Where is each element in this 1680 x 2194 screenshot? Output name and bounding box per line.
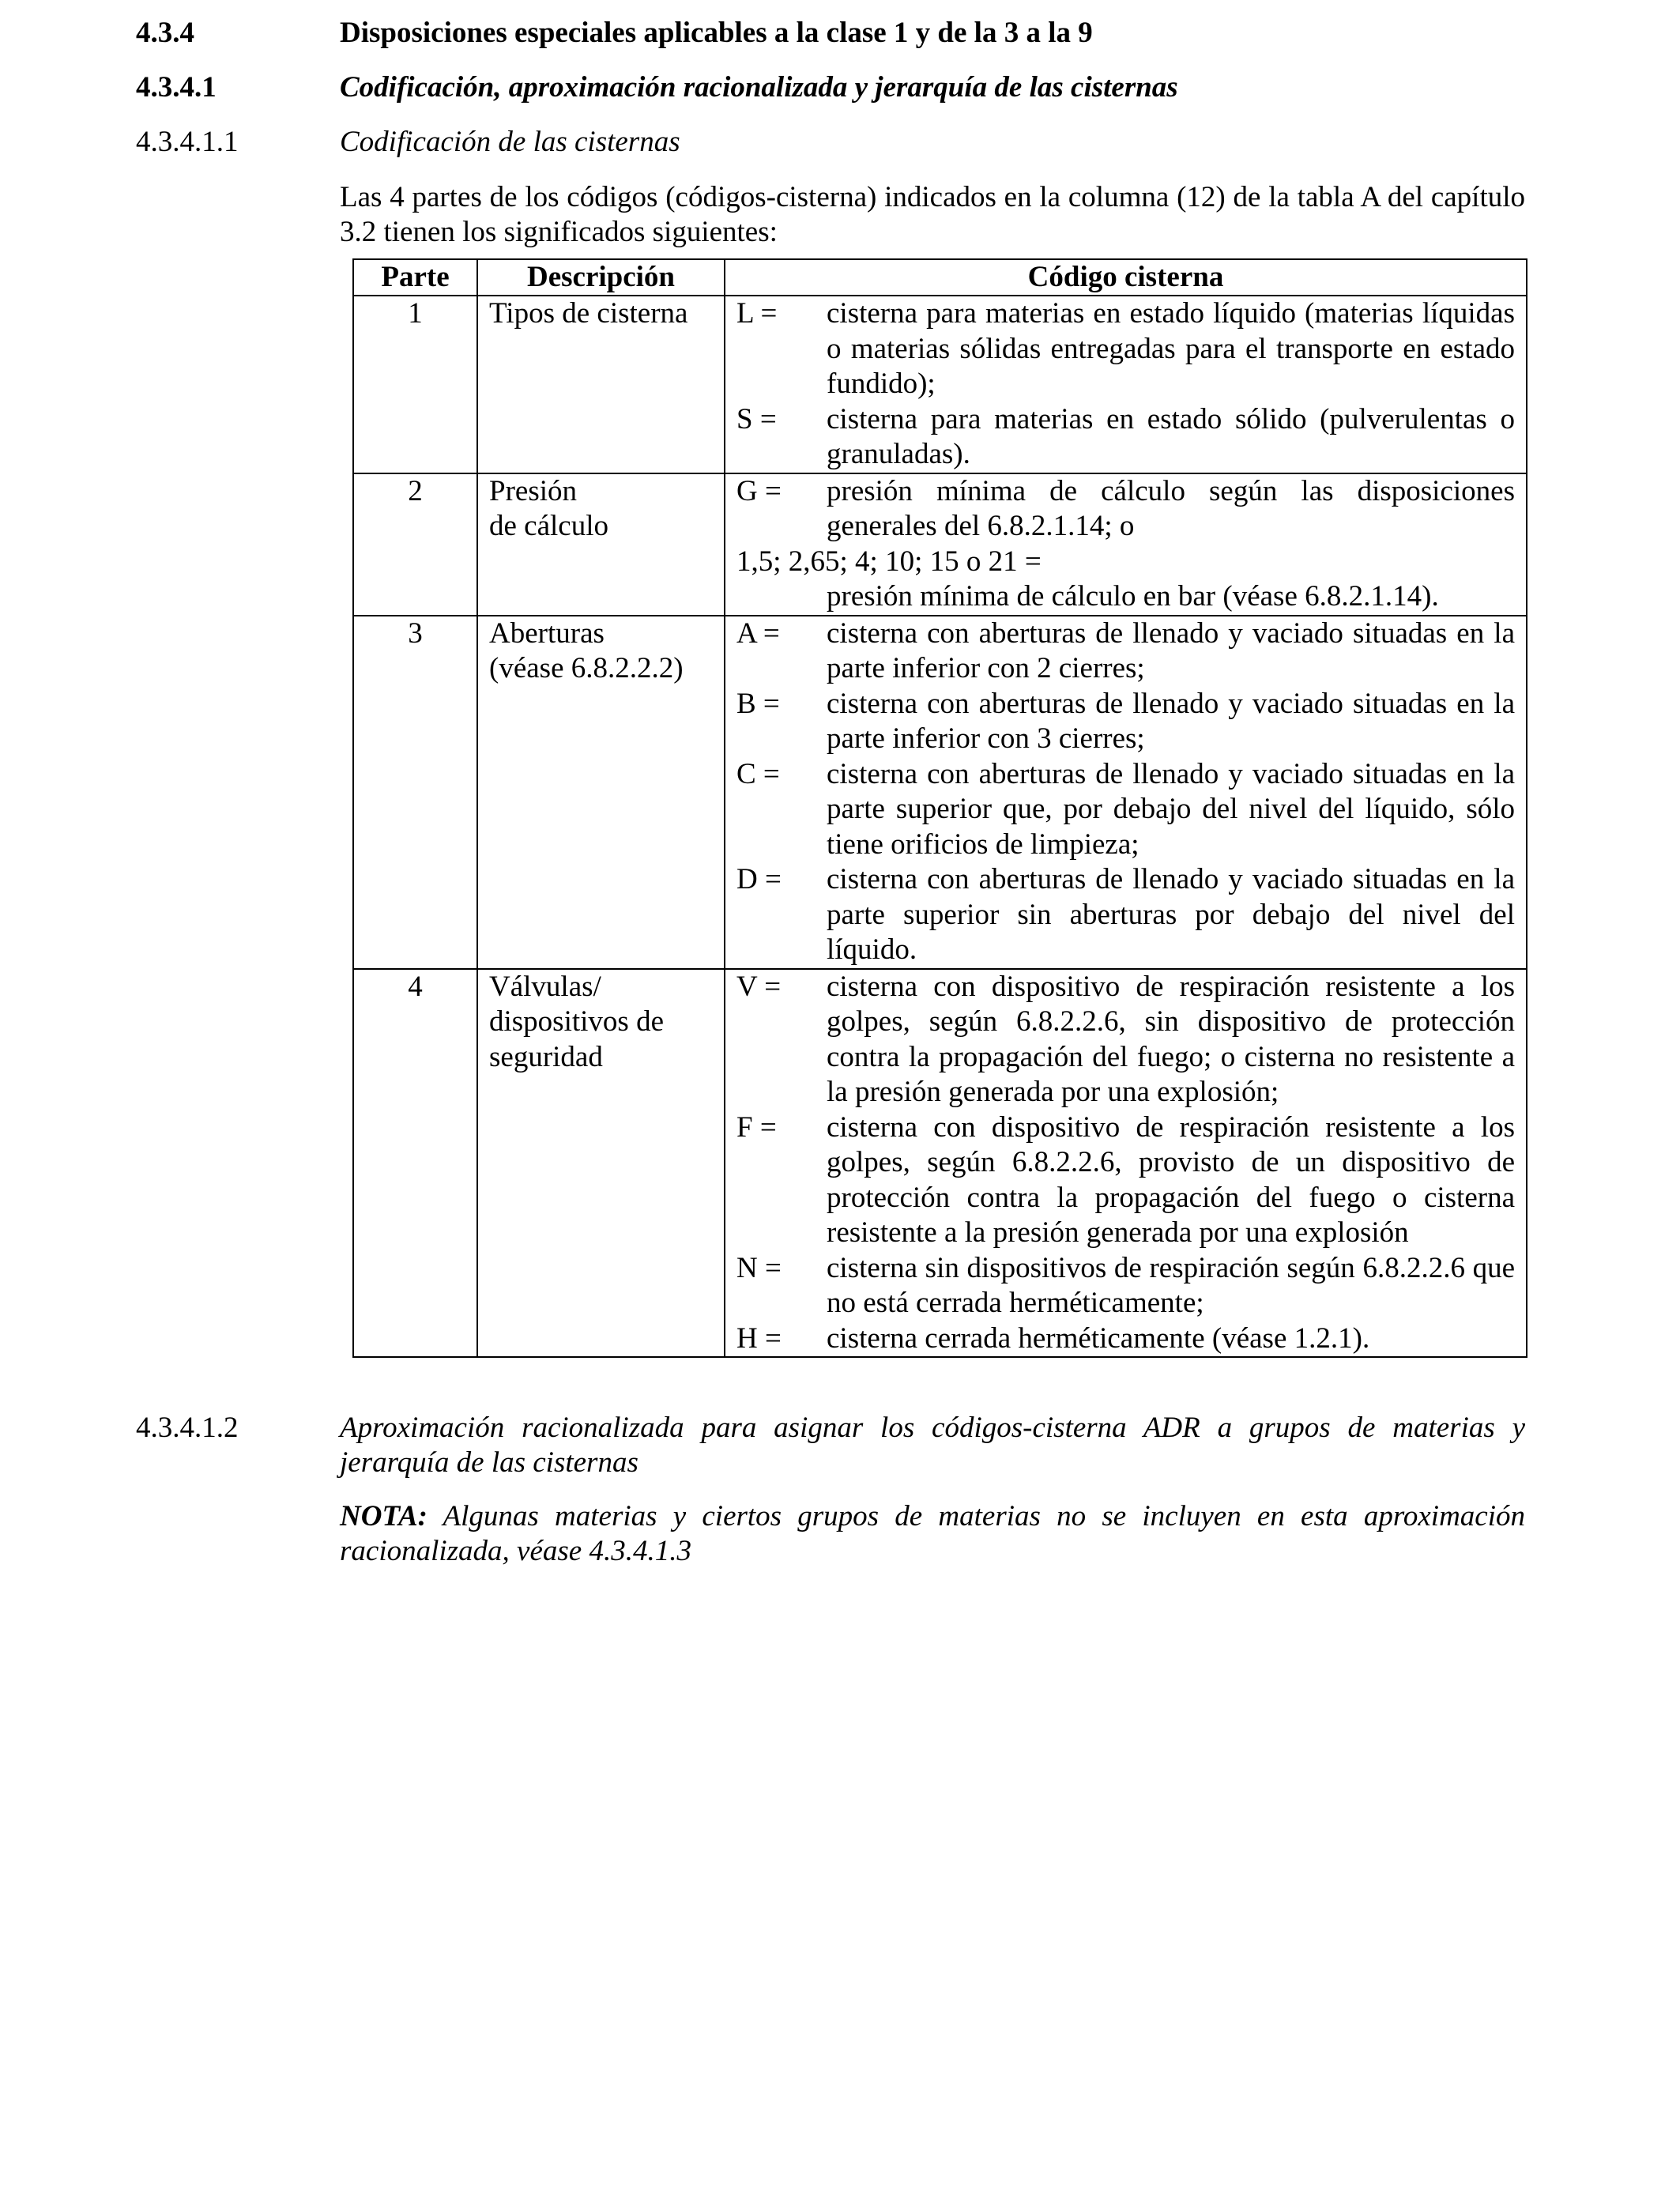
- table-row: [353, 969, 1527, 1358]
- heading-title: Aproximación racionalizada para asignar los códigos-cisterna ADR a grupos de materias y jerarquía de las cisternas: [340, 1412, 1525, 1479]
- description-line: dispositivos de: [489, 1005, 664, 1038]
- heading-title: Codificación, aproximación racionalizada y jerarquía de las cisternas: [340, 71, 1178, 104]
- code-text: cisterna para materias en estado líquido (materias líquidas o materias sólidas entregadas para el transporte en estado fundido);: [827, 297, 1515, 400]
- note-label: NOTA:: [340, 1500, 428, 1532]
- code-text: cisterna con dispositivo de respiración resistente a los golpes, según 6.8.2.2.6, sin dispositivo de protección contra la propagación del fuego; o cisterna no resistente a la presión generada por una explosión;: [827, 970, 1515, 1108]
- tank-code-table: [352, 258, 1527, 1358]
- table-row: [353, 473, 1527, 616]
- code-cell: [725, 616, 1527, 969]
- code-key: C =: [736, 757, 780, 790]
- code-entry: [736, 687, 1515, 757]
- description-line: seguridad: [489, 1040, 603, 1073]
- part-cell: 2: [353, 473, 477, 616]
- code-key: B =: [736, 687, 780, 720]
- part-cell: 3: [353, 616, 477, 969]
- description-line: Válvulas/: [489, 970, 601, 1003]
- code-key: N =: [736, 1251, 782, 1284]
- code-text: cisterna con aberturas de llenado y vaciado situadas en la parte inferior con 3 cierres;: [827, 687, 1515, 755]
- code-text: cisterna con dispositivo de respiración resistente a los golpes, según 6.8.2.2.6, provisto de un dispositivo de protección contra la propagación del fuego o cisterna resistente a la presión generada por una explosión: [827, 1110, 1515, 1249]
- code-key: G =: [736, 474, 782, 507]
- description-cell: [477, 616, 725, 969]
- code-cell: [725, 969, 1527, 1358]
- code-entry: [736, 402, 1515, 473]
- code-text: cisterna con aberturas de llenado y vaciado situadas en la parte superior que, por debajo del nivel del líquido, sólo tiene orificios de limpieza;: [827, 757, 1515, 861]
- code-key: V =: [736, 970, 782, 1003]
- table-row: [353, 616, 1527, 969]
- code-text: cisterna con aberturas de llenado y vaciado situadas en la parte superior sin aberturas por debajo del nivel del líquido.: [827, 863, 1515, 966]
- code-cell: [725, 473, 1527, 616]
- code-key: F =: [736, 1110, 777, 1144]
- code-text: cisterna con aberturas de llenado y vaciado situadas en la parte inferior con 2 cierres;: [827, 616, 1515, 684]
- heading-title: Codificación de las cisternas: [340, 126, 680, 158]
- code-entry: [736, 757, 1515, 863]
- heading-number: 4.3.4.1.1: [136, 126, 239, 158]
- code-key: H =: [736, 1321, 782, 1355]
- heading-4-3-4-1: [136, 70, 1527, 108]
- description-line: Aberturas: [489, 616, 605, 650]
- heading-number: 4.3.4: [136, 17, 194, 49]
- code-entry: [736, 1251, 1515, 1321]
- code-key: L =: [736, 297, 778, 330]
- description-cell: Tipos de cisterna: [477, 296, 725, 473]
- code-entry: [736, 616, 1515, 687]
- header-part: Parte: [353, 259, 477, 296]
- code-key: D =: [736, 863, 782, 895]
- heading-4-3-4-1-1: [136, 125, 1527, 163]
- description-cell: [477, 473, 725, 616]
- part-cell: 4: [353, 969, 477, 1358]
- description-line: de cálculo: [489, 510, 608, 542]
- heading-number: 4.3.4.1: [136, 71, 217, 104]
- heading-4-3-4: [136, 16, 1527, 54]
- table-row: [353, 296, 1527, 473]
- code-text: presión mínima de cálculo según las disposiciones generales del 6.8.2.1.14; o: [827, 474, 1515, 542]
- code-entry: [736, 1110, 1515, 1251]
- code-key: A =: [736, 616, 780, 650]
- table-header-row: [353, 259, 1527, 296]
- code-text: cisterna cerrada herméticamente (véase 1.2.1).: [827, 1321, 1370, 1355]
- header-code: Código cisterna: [725, 259, 1527, 296]
- code-cell: [725, 296, 1527, 473]
- description-cell: [477, 969, 725, 1358]
- code-key: S =: [736, 402, 777, 435]
- code-entry: [736, 296, 1515, 402]
- code-entry: [736, 1321, 1515, 1357]
- code-text: cisterna sin dispositivos de respiración según 6.8.2.2.6 que no está cerrada herméticamente;: [827, 1251, 1515, 1319]
- description-line: (véase 6.8.2.2.2): [489, 652, 684, 684]
- heading-title: Disposiciones especiales aplicables a la clase 1 y de la 3 a la 9: [340, 17, 1093, 49]
- code-entry: [736, 970, 1515, 1110]
- part-cell: 1: [353, 296, 477, 473]
- code-text: cisterna para materias en estado sólido (pulverulentas o granuladas).: [827, 402, 1515, 470]
- heading-number: 4.3.4.1.2: [136, 1412, 239, 1444]
- description-line: Presión: [489, 474, 577, 507]
- header-description: Descripción: [477, 259, 725, 296]
- note-paragraph: [340, 1499, 1525, 1569]
- intro-paragraph: Las 4 partes de los códigos (códigos-cisterna) indicados en la columna (12) de la tabla A del capítulo 3.2 tienen los significados siguientes:: [340, 181, 1525, 248]
- note-text: Algunas materias y ciertos grupos de materias no se incluyen en esta aproximación racionalizada, véase 4.3.4.1.3: [340, 1500, 1525, 1567]
- code-entry: [736, 862, 1515, 968]
- code-entry: [736, 474, 1515, 545]
- code-text: presión mínima de cálculo en bar (véase 6.8.2.1.14).: [827, 580, 1439, 613]
- code-key: 1,5; 2,65; 4; 10; 15 o 21 =: [736, 545, 1042, 578]
